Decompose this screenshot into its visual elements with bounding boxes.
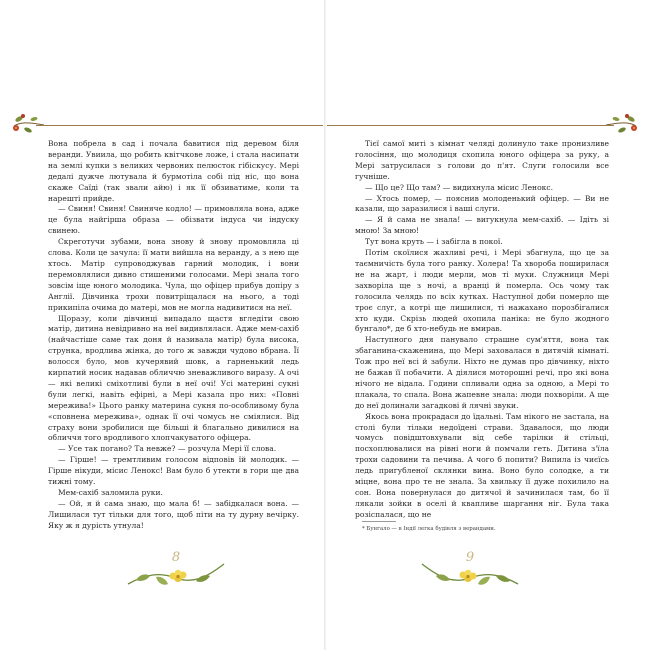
paragraph: — Усе так погано? Та невже? — розчула Мері її слова. <box>58 444 277 454</box>
paragraph: — Ой, я й сама знаю, що мала б! — забідкалася вона. — Лишилася тут тільки для того, щоб піти на ту дурну вечірку. Яку ж я дурість утнула! <box>48 498 299 530</box>
header-rule <box>36 125 323 126</box>
paragraph: — Хтось помер, — пояснив молоденький офіцер. — Ви не казали, що заразилися і ваші слуги. <box>355 193 609 214</box>
paragraph: — Гірше! — тремтливим голосом відповів їй молодик. — Гірше нікуди, місис Ленокс! Вам було б утекти в гори ще два тижні тому. <box>48 455 299 487</box>
paragraph: Тієї самої миті з кімнат челяді долинуло таке пронизливе голосіння, що молодиця схопила юного офіцера за руку, а Мері затрусилася з голови до п'ят. Слуги голосили все гучніше. <box>355 139 609 181</box>
paragraph: — Я й сама не знала! — вигукнула мем-сахіб. — Ідіть зі мною! За мною! <box>355 215 609 236</box>
paragraph: Щоразу, коли дівчинці випадало щастя вгледіти свою матір, дитина невідривно на неї видивлялася. Адже мем-сахіб (найчастіше саме так доня й називала матір) була висока, струнка, вродлива жінка, до того ж завжди чудово вбрана. Її волосся було, мов кучерявий шовк, а гарненький ледь кирпатий носик надавав обличчю зневажливого виразу. А очі — які великі сміхотливі були в неї очі! Усі материні сукні були легкі, навіть ефірні, а Мері казала про них: «Повні мережива!» Цього ранку материна сукня по-особливому була «сповнена мережива», однак її очі чомусь не сміялися. Від страху вони зробилися ще більші й благально дивилися на обличчя того вродливого хлопчакуватого офіцера. <box>48 313 299 443</box>
paragraph: Вона побрела в сад і почала бавитися під деревом біля веранди. Увиила, що робить квітчкове ложе, і стала насипати на землі купки з великих червоних пелюсток гібіскусу. Мері дедалі дужче лютувала й бурмотіла собі під ніс, що вона скаже Саїді (так звали айю) і як її обзиватиме, коли та нарешті прийде. <box>48 139 299 203</box>
footnote <box>362 521 612 533</box>
paragraph: Наступного дня панувало страшне сум'яття, вона так збаганина-скаженина, що Мері заховалася в дитячій кімнаті. Тож про неї всі й забули. Ніхто не думав про дівчинку, ніхто не бажав її побачити. А діялися моторошні речі, про які вона нічого не відала. Години спливали одна за одною, а Мері то плакала, то спала. Вона жапевне знала: люди похворіли. А ще до неї долинали загадкові й лячні звуки. <box>355 335 609 410</box>
floral-vine-icon <box>606 108 640 140</box>
paragraph: Тут вона круть — і забігла в покої. <box>365 237 503 247</box>
floral-vine-icon <box>10 108 44 140</box>
right-page <box>325 0 650 650</box>
page-number: 8 <box>171 550 181 565</box>
paragraph: — Свиня! Свиня! Свиняче кодло! — примовляла вона, адже це була найгірша образа — обізвати індуса чи індуску свинею. <box>48 204 299 236</box>
footnote-rule <box>362 521 396 522</box>
header-rule <box>327 125 614 126</box>
page-number: 9 <box>465 550 475 565</box>
footnote-text: * Бунгало — в Індії легка будівля з верандами. <box>362 526 496 532</box>
left-page-text <box>48 139 299 532</box>
paragraph: — Що це? Що там? — видихнула місис Ленокс. <box>365 182 553 192</box>
paragraph: Якось вона прокрадася до їдальні. Там нікого не застала, на столі були тільки недоїдені страви. Здавалося, що люди чомусь повідштовхували від себе тарілки й стільці, посхоплювалися на рівні ноги й помчали геть. Дитина з'їла трохи садовини та печива. А чого б попити? Випила із чиєїсь ледь пригубленої склянки вина. Воно було солодке, а ти міцне, вона про те не знала. За хвильку її дуже похилило на сон. Вона повернулася до дитячої й зачинилася там, бо її лякали зойки в оселі й квапливе шаргання ніг. Була така розіспалася, що не <box>355 411 609 519</box>
page-ornament <box>420 548 520 596</box>
paragraph: Скреготучи зубами, вона знову й знову промовляла ці слова. Коли це зачула: її мати вийшла на веранду, а з нею ще хтось. Матір супроводжував гарний молодик, і вони перемовлялися дивно стишеними голосами. Мері знала того зовсім іще юного молодика. Чула, що офіцер прибув допіру з Англії. Дівчинка трохи повитріщалася на нього, а тоді прикипіла очима до матері, мов не могла надивитися на неї. <box>48 237 299 312</box>
paragraph: Мем-сахіб заломила руки. <box>58 488 163 497</box>
page-ornament <box>126 548 226 596</box>
right-page-text <box>355 139 609 521</box>
paragraph: Потім скоїлися жахливі речі, і Мері збагнула, що це за таємничість була того ранку. Холера! Та хвороба поширилася не на жарт, і люди мерли, мов ті мухи. Служниця Мері захворіла ще з ночі, а вранці й померла. Ось чому так голосила челядь по всіх кутках. Наступної доби померло ще троє слуг, а котрі ще лишилися, ті нажахано порозбігалися хто куди. Скрізь людей охопила паніка: не було жодного бунгало*, де б хто-небудь не вмирав. <box>355 248 609 334</box>
